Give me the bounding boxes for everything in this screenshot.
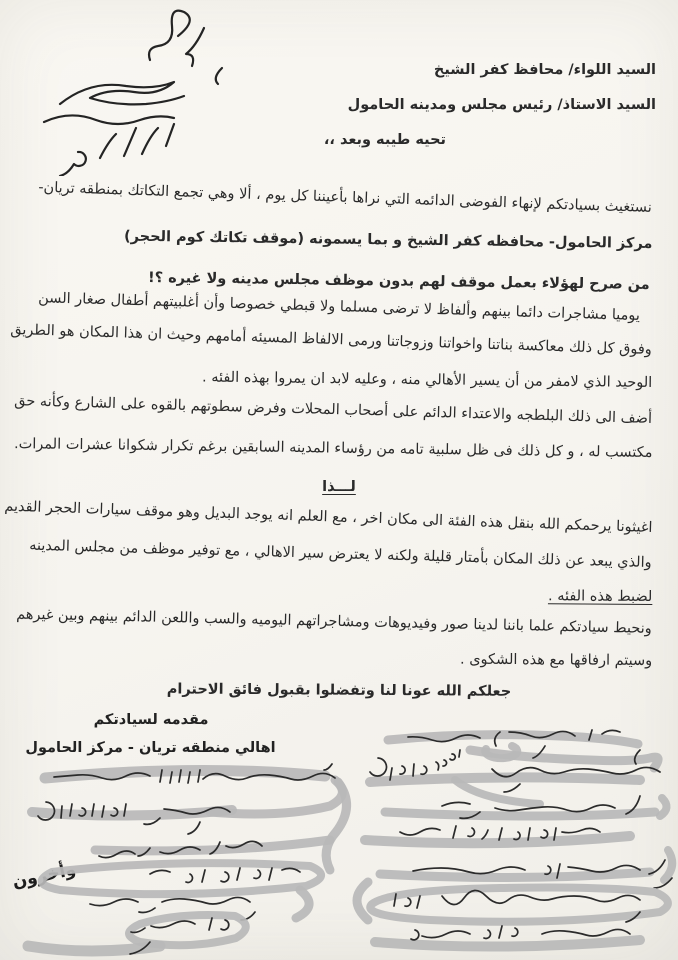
and-others-note: وأخرون xyxy=(10,859,78,893)
signature-row xyxy=(375,926,640,947)
closing-line: جعلكم الله عونا لنا وتفضلوا بقبول فائق الاحترام xyxy=(166,681,512,700)
presenters-label: اهالي منطقه تريان - مركز الحامول xyxy=(25,740,276,756)
presented-by-label: مقدمه لسيادتكم xyxy=(93,712,209,728)
signature-scribbles xyxy=(0,720,678,960)
body-p2-line3: الوحيد الذي لامفر من أن يسير الأهالي منه ، وعليه لابد ان يمروا بهذه الفئه . xyxy=(201,369,653,391)
salutation: تحيه طيبه وبعد ،، xyxy=(323,132,446,148)
signature-row xyxy=(388,730,658,768)
signature-row xyxy=(95,840,330,858)
question-heading: من صرح لهؤلاء بعمل موقف لهم بدون موظف مجلس مدينه ولا غيره ؟! xyxy=(148,269,651,293)
approval-scribble-strokes xyxy=(44,11,222,176)
body-p2-line1: يوميا مشاجرات دائما بينهم وألفاظ لا ترضى مسلما ولا قبطي خصوصا وأن أغلبيتهم أطفال صغار السن xyxy=(38,290,641,324)
body-p4-line3: لضبط هذه الفئه . xyxy=(547,588,653,605)
body-p2-line2: وفوق كل ذلك معاكسة بناتنا واخواتنا وزوجاتنا ورمى الالفاظ المسيئه أمامهم وحيث ان هذا المكان هو الطريق xyxy=(10,321,653,358)
signature-row xyxy=(357,882,668,922)
signature-row xyxy=(42,863,321,894)
body-p5-line1: ونحيط سيادتكم علما باننا لدينا صور وفيديوهات ومشاجراتهم اليوميه والسب واللعن الدائم بينهم وبين غيرهم xyxy=(16,606,653,637)
signature-row xyxy=(365,826,630,843)
body-p3-line2: مكتسب له ، و كل ذلك فى ظل سلبية تامه من رؤساء المدينه السابقين برغم تكرار شكوانا عشرات المرات. xyxy=(13,436,653,461)
body-p4-line1: اغيثونا يرحمكم الله بنقل هذه الفئة الى مكان اخر ، مع العلم انه يوجد البديل وهو موقف سيارات الحجر القديم xyxy=(3,498,653,536)
signature-row xyxy=(380,850,672,888)
signature-row xyxy=(28,915,246,954)
body-p5-line2: وسيتم ارفاقها مع هذه الشكوى . xyxy=(459,651,653,669)
handwritten-approval-note xyxy=(8,6,278,176)
signature-row xyxy=(32,802,232,834)
recipient-mayor: السيد الاستاذ/ رئيس مجلس ومدينه الحامول xyxy=(347,97,656,113)
body-p1-line2: مركز الحامول- محافظه كفر الشيخ و بما يسمونه (موقف تكاتك كوم الحجر) xyxy=(123,228,653,252)
recipient-governor: السيد اللواء/ محافظ كفر الشيخ xyxy=(433,62,656,78)
body-p1-line1: نستغيث بسيادتكم لإنهاء الفوضى الدائمه التي نراها بأعيننا كل يوم ، ألا وهي تجمع التكاتك بمنطقه تريان- xyxy=(38,179,653,216)
body-p4-line2: والذي يبعد عن ذلك المكان بأمتار قليلة ولكنه لا يعترض سير الاهالي ، مع توفير موظف من مجلس المدينه xyxy=(29,537,653,571)
so-heading: لـــذا xyxy=(322,479,356,495)
body-p3-line1: أضف الى ذلك البلطجه والاعتداء الدائم على أصحاب المحلات وفرض سطوتهم بالقوه على الشارع وكأنه حق xyxy=(14,393,653,427)
